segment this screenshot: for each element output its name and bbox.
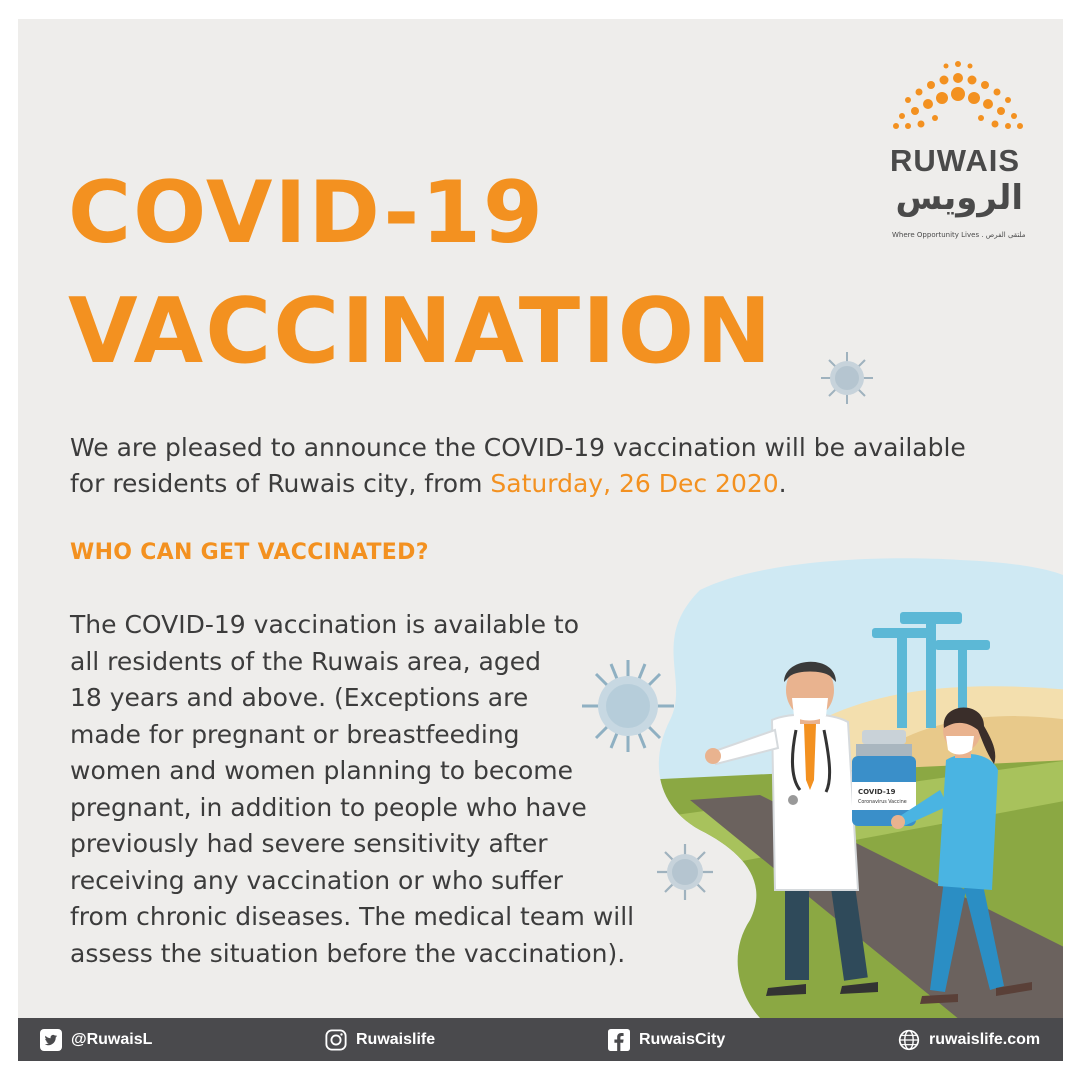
body-line: The COVID-19 vaccination is available to [70,610,579,639]
facebook-link[interactable] [608,1018,725,1061]
social-footer [18,1018,1063,1061]
twitter-icon [40,1029,62,1051]
start-date: Saturday, 26 Dec 2020 [490,469,779,498]
body-line: assess the situation before the vaccination). [70,938,626,968]
twitter-handle: @RuwaisL [71,1030,153,1048]
title-line-2: VACCINATION [68,279,774,384]
body-line: made for pregnant or breastfeeding [70,719,520,749]
virus-icon [817,348,877,408]
instagram-handle: Ruwaislife [356,1030,436,1048]
twitter-link[interactable] [40,1018,152,1061]
logo-arabic: الرويس [895,178,1023,218]
logo-wordmark: RUWAIS [890,143,1020,178]
instagram-link[interactable] [325,1018,435,1061]
body-line: pregnant, in addition to people who have [70,792,587,822]
instagram-icon [325,1029,347,1051]
intro-line-2: for residents of Ruwais city, from [70,469,491,498]
vaccine-label-line2: Coronavirus Vaccine [858,800,907,805]
website-url: ruwaislife.com [929,1030,1041,1048]
intro-line-1: We are pleased to announce the COVID-19 vaccination will be available [70,433,966,462]
body-line: all residents of the Ruwais area, aged [70,646,541,676]
vaccine-label-line1: COVID-19 [858,788,896,796]
logo-tagline: Where Opportunity Lives . ملتقى الفرص [892,231,1026,239]
body-line: previously had severe sensitivity after [70,829,548,858]
globe-icon [898,1029,920,1051]
eligibility-heading: WHO CAN GET VACCINATED? [70,540,429,565]
facebook-icon [608,1029,630,1051]
body-line: receiving any vaccination or who suffer [70,865,563,895]
eligibility-body [70,607,670,972]
body-line: from chronic diseases. The medical team will [70,902,635,931]
facebook-handle: RuwaisCity [639,1030,726,1048]
vaccine-bottle [852,730,916,826]
body-line: women and women planning to become [70,756,574,785]
website-link[interactable] [898,1018,1040,1061]
body-line: 18 years and above. (Exceptions are [70,683,529,712]
intro-period: . [778,469,787,498]
title-line-1: COVID-19 [68,163,545,263]
